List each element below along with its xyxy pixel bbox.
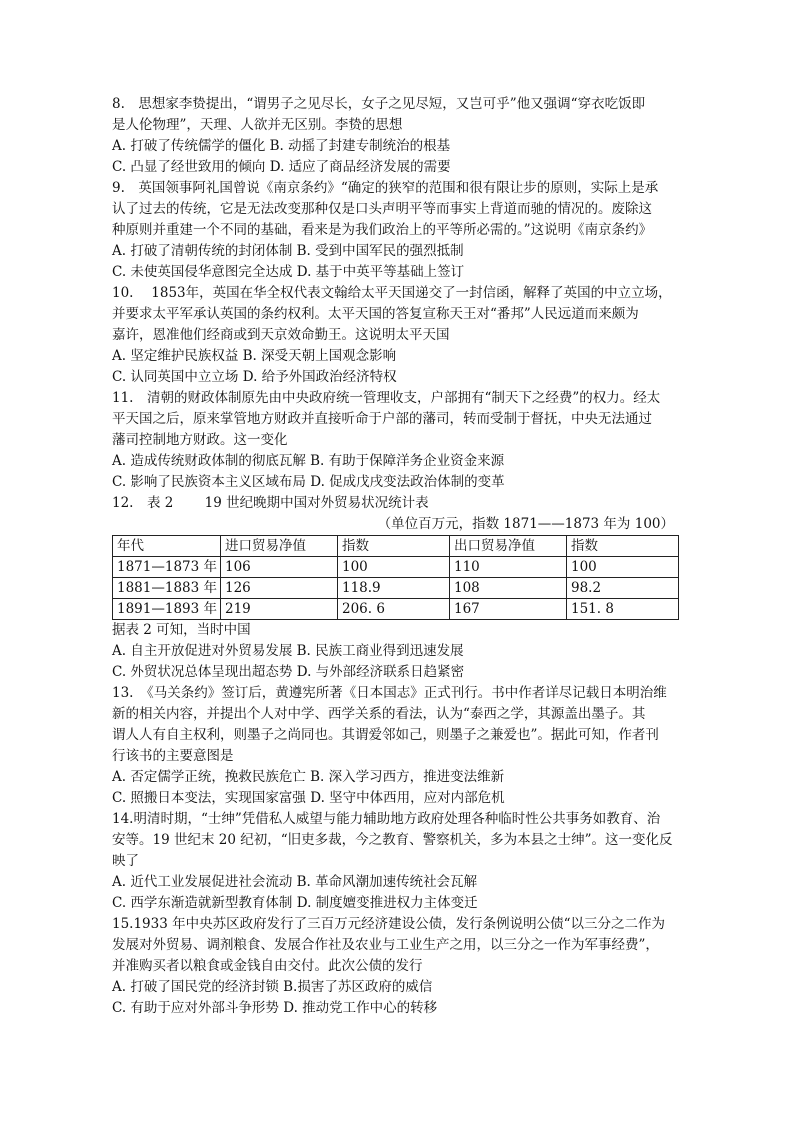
table-cell: 126	[221, 578, 338, 599]
question-stem: 据表 2 可知，当时中国	[112, 622, 251, 638]
question-11	[112, 388, 678, 493]
question-stem: 14.明清时期，“士绅”凭借私人威望与能力辅助地方政府处理各种临时性公共事务如教育、治	[112, 811, 661, 827]
options-cd: C. 西学东渐造就新型教育体制 D. 制度嬗变推进权力主体变迁	[112, 895, 478, 911]
question-15	[112, 914, 678, 1019]
question-stem: 11. 清朝的财政体制原先由中央政府统一管理收支，户部拥有“制天下之经费”的权力。经太	[112, 390, 661, 406]
table-header-cell: 指数	[338, 536, 450, 557]
question-stem: 并准购买者以粮食或金钱自由交付。此次公债的发行	[112, 958, 423, 974]
options-ab: A. 打破了清朝传统的封闭体制 B. 受到中国军民的强烈抵制	[112, 243, 464, 259]
options-ab: A. 自主开放促进对外贸易发展 B. 民族工商业得到迅速发展	[112, 643, 464, 659]
question-8	[112, 94, 678, 178]
options-ab: A. 坚定维护民族权益 B. 深受天朝上国观念影响	[112, 348, 397, 364]
options-cd: C. 照搬日本变法，实现国家富强 D. 坚守中体西用，应对内部危机	[112, 790, 505, 806]
question-stem: 嘉许，恩准他们经商或到天京效命勤王。这说明太平天国	[112, 327, 450, 343]
question-stem: 15.1933 年中央苏区政府发行了三百万元经济建设公债，发行条例说明公债“以三分之二作为	[112, 916, 666, 932]
exam-page	[112, 94, 678, 1019]
options-ab: A. 打破了传统儒学的僵化 B. 动摇了封建专制统治的根基	[112, 138, 451, 154]
question-10	[112, 283, 678, 388]
question-stem: 发展对外贸易、调剂粮食、发展合作社及农业与工业生产之用，以三分之一作为军事经费”，	[112, 937, 659, 953]
table-cell: 1871—1873 年	[113, 557, 221, 578]
options-cd: C. 认同英国中立立场 D. 给予外国政治经济特权	[112, 369, 397, 385]
question-stem: 9. 英国领事阿礼国曾说《南京条约》“确定的狭窄的范围和很有限让步的原则，实际上是承	[112, 180, 659, 196]
question-stem: 映了	[112, 853, 139, 869]
question-stem: 种原则并重建一个不同的基础，看来是为我们政治上的平等所必需的。”这说明《南京条约》	[112, 222, 653, 238]
question-stem: 行该书的主要意图是	[112, 748, 234, 764]
options-cd: C. 影响了民族资本主义区域布局 D. 促成戊戌变法政治体制的变革	[112, 474, 505, 490]
table-cell: 100	[338, 557, 450, 578]
question-9	[112, 178, 678, 283]
table-cell: 110	[450, 557, 567, 578]
question-stem: 平天国之后，原来掌管地方财政并直接听命于户部的藩司，转而受制于督抚，中央无法通过	[112, 411, 652, 427]
question-stem: 是人伦物理”，天理、人欲并无区别。李贽的思想	[112, 117, 403, 133]
table-header-row	[113, 536, 679, 557]
question-12	[112, 493, 678, 683]
table-cell: 98.2	[567, 578, 679, 599]
table-header-cell: 出口贸易净值	[450, 536, 567, 557]
table-cell: 151. 8	[567, 599, 679, 620]
table-cell: 100	[567, 557, 679, 578]
options-cd: C. 有助于应对外部斗争形势 D. 推动党工作中心的转移	[112, 1000, 438, 1016]
table-cell: 167	[450, 599, 567, 620]
question-stem: 10. 1853年，英国在华全权代表文翰给太平天国递交了一封信函，解释了英国的中立立场，	[112, 285, 672, 301]
options-ab: A. 造成传统财政体制的彻底瓦解 B. 有助于保障洋务企业资金来源	[112, 453, 505, 469]
question-13	[112, 683, 678, 809]
options-ab: A. 近代工业发展促进社会流动 B. 革命风潮加速传统社会瓦解	[112, 874, 478, 890]
table-cell: 219	[221, 599, 338, 620]
table-cell: 118.9	[338, 578, 450, 599]
options-ab: A. 否定儒学正统，挽救民族危亡 B. 深入学习西方，推进变法维新	[112, 769, 505, 785]
table-row	[113, 557, 679, 578]
question-stem: 13. 《马关条约》签订后，黄遵宪所著《日本国志》正式刊行。书中作者详尽记载日本明治维	[112, 685, 667, 701]
question-stem: 安等。19 世纪末 20 纪初，“旧吏多裁，今之教育、警察机关，多为本县之士绅”。这一变化反	[112, 832, 673, 848]
question-stem: 谓人人有自主权利，则墨子之尚同也。其谓爱邻如己，则墨子之兼爱也”。据此可知，作者刊	[112, 727, 659, 743]
question-14	[112, 809, 678, 914]
options-ab: A. 打破了国民党的经济封锁 B.损害了苏区政府的威信	[112, 979, 433, 995]
table-cell: 1881—1883 年	[113, 578, 221, 599]
trade-table	[112, 535, 679, 620]
table-row	[113, 578, 679, 599]
table-header-cell: 指数	[567, 536, 679, 557]
options-cd: C. 外贸状况总体呈现出超态势 D. 与外部经济联系日趋紧密	[112, 664, 465, 680]
table-header-cell: 进口贸易净值	[221, 536, 338, 557]
table-cell: 206. 6	[338, 599, 450, 620]
table-title: 12. 表 2 19 世纪晚期中国对外贸易状况统计表	[112, 495, 429, 511]
table-row	[113, 599, 679, 620]
question-stem: 并要求太平军承认英国的条约权利。太平天国的答复宣称天王对“番邦”人民远道而来颇为	[112, 306, 639, 322]
options-cd: C. 未使英国侵华意图完全达成 D. 基于中英平等基础上签订	[112, 264, 465, 280]
table-cell: 106	[221, 557, 338, 578]
options-cd: C. 凸显了经世致用的倾向 D. 适应了商品经济发展的需要	[112, 159, 451, 175]
question-stem: 认了过去的传统，它是无法改变那种仅是口头声明平等而事实上背道而驰的情况的。废除这	[112, 201, 652, 217]
question-stem: 新的相关内容，并提出个人对中学、西学关系的看法，认为“泰西之学，其源盖出墨子。其	[112, 706, 646, 722]
table-cell: 108	[450, 578, 567, 599]
question-stem: 8. 思想家李贽提出，“谓男子之见尽长，女子之见尽短，又岂可乎”他又强调“穿衣吃饭即	[112, 96, 646, 112]
table-header-cell: 年代	[113, 536, 221, 557]
table-unit-note: （单位百万元，指数 1871——1873 年为 100）	[377, 516, 674, 532]
question-stem: 藩司控制地方财政。这一变化	[112, 432, 288, 448]
table-cell: 1891—1893 年	[113, 599, 221, 620]
